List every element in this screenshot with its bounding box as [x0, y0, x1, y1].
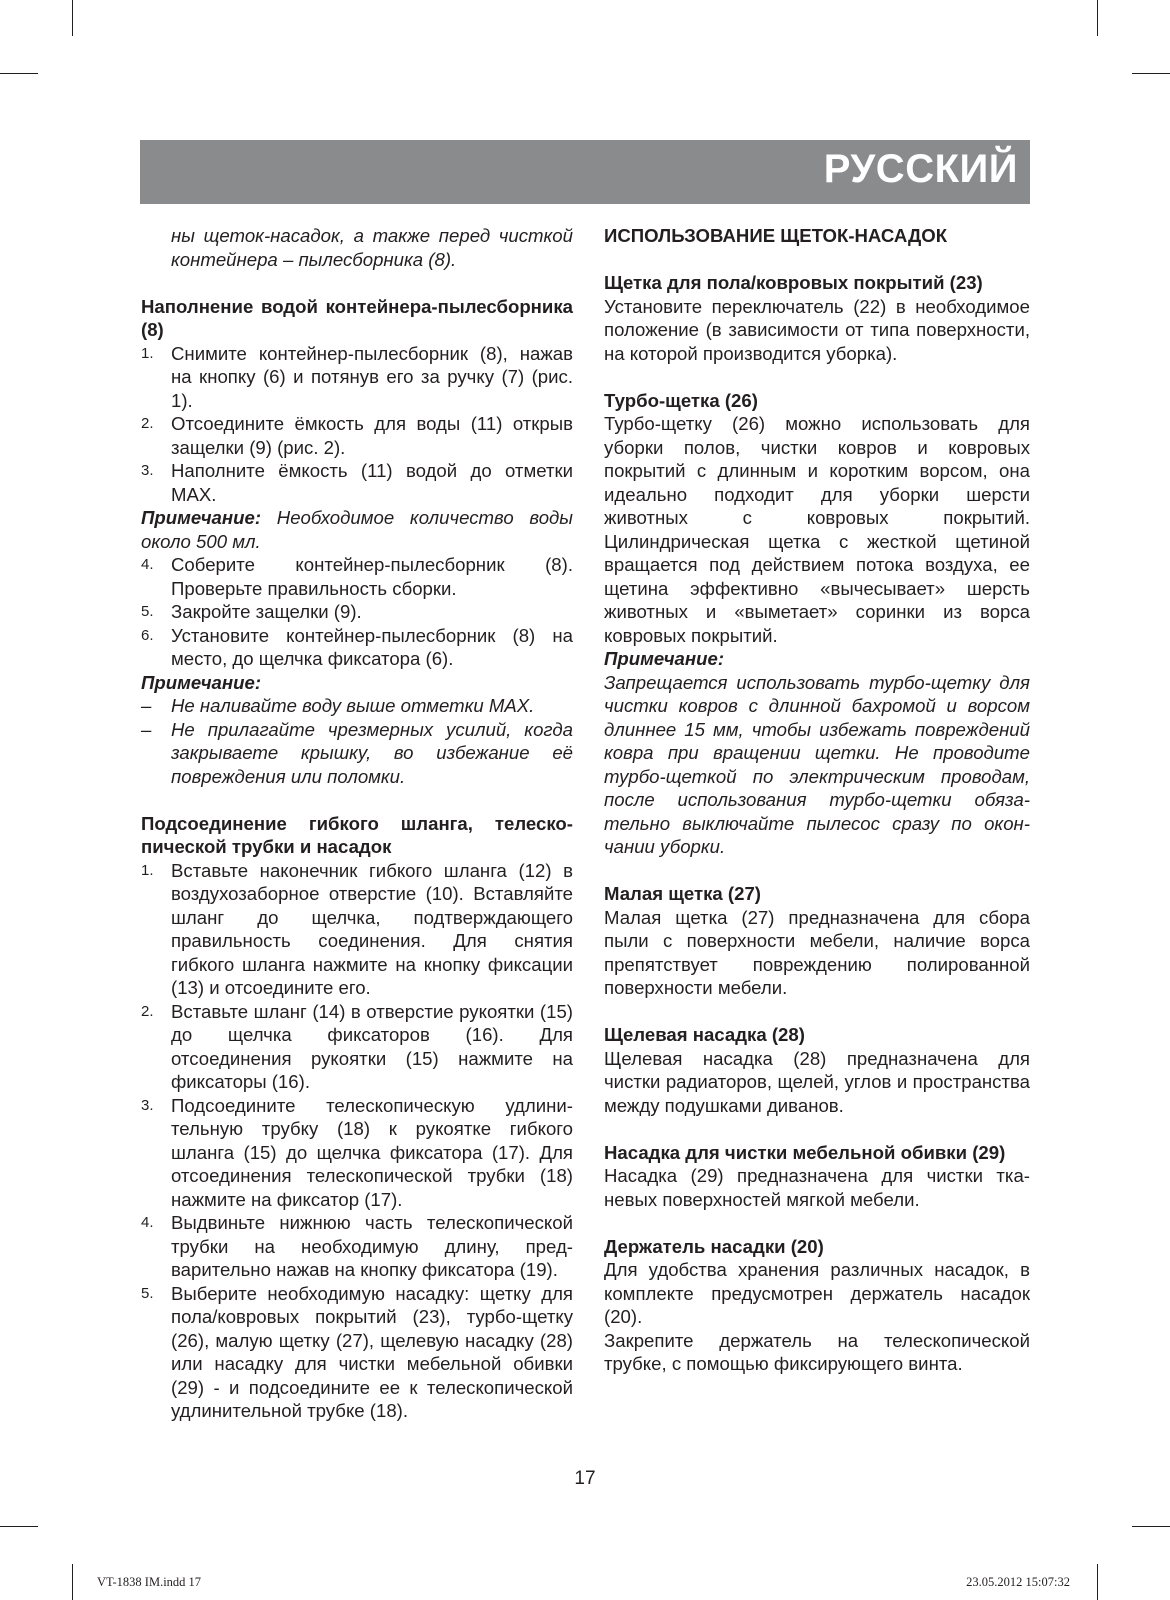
list-number: 2.	[141, 1002, 154, 1020]
list-text: Соберите контейнер-пылесборник (8). Проверьте правильность сборки.	[171, 554, 573, 599]
note-text: Необходимое количество воды около 500 мл.	[141, 507, 573, 552]
note-water-amount	[141, 506, 573, 553]
print-datetime: 23.05.2012 15:07:32	[966, 1575, 1070, 1589]
crop-mark-bottom-right	[1097, 1564, 1098, 1600]
crop-mark-bottom-left	[72, 1564, 73, 1600]
list-text: Вставьте шланг (14) в отверстие рукоятки (15) до щелчка фиксаторов (16). Для отсоединения рукоятки (15) нажмите на фиксаторы (16).	[171, 1000, 573, 1092]
list-number: 6.	[141, 626, 154, 644]
note-list-item	[141, 694, 573, 718]
text-upholstery-nozzle: Насадка (29) предназначена для чистки тканевых поверхностей мягкой мебели.	[604, 1165, 1030, 1210]
list-item	[141, 859, 573, 1000]
list-item	[141, 624, 573, 671]
crop-mark-top-right	[1097, 0, 1098, 36]
heading-floor-brush: Щетка для пола/ковровых покрытий (23)	[604, 272, 983, 293]
list-number: 1.	[141, 344, 154, 362]
section-heading-water: Наполнение водой контейнера-пылесборника (8)	[141, 295, 573, 340]
page-number: 17	[574, 1468, 596, 1489]
list-text: Выберите необходимую насадку: щетку для пола/ковровых покрытий (23), турбо-щетку (26), малую щетку (27), щелевую насадку (28) или насадку для чистки мебельной обивки (29) - и подсоедините ее к телескопической удлинительной трубке (18).	[171, 1282, 573, 1421]
note-label: Примечание:	[604, 648, 725, 669]
list-number: 1.	[141, 861, 154, 879]
dash-bullet: –	[141, 695, 152, 716]
list-item	[141, 1000, 573, 1094]
list-text: Подсоедините телескопическую удлинительную трубку (18) к рукоятке гибкого шланга (15) до щелчка фиксатора (17). Для отсоединения телескопической трубки (18) нажмите на фиксатор (17).	[171, 1094, 573, 1210]
list-number: 4.	[141, 556, 154, 573]
list-item	[141, 1282, 573, 1423]
text-small-brush: Малая щетка (27) предназначена для сбора пыли с поверхности мебели, наличие ворса препятствует повреждению полированной поверхности мебели.	[604, 906, 1030, 998]
heading-nozzle-holder: Держатель насадки (20)	[604, 1235, 824, 1257]
note-label: Примечание:	[141, 671, 262, 693]
text-nozzle-holder-1: Для удобства хранения различных насадок, в комплекте предусмотрен держатель насадок (20).	[604, 1259, 1030, 1327]
list-text: Выдвиньте нижнюю часть телескопической трубки на необходимую длину, предварительно нажав на кнопку фиксатора (19).	[171, 1212, 573, 1280]
note-item-text: Не наливайте воду выше отметки MAX.	[171, 695, 535, 716]
crop-mark-bottom-right-h	[1132, 1526, 1170, 1527]
list-text: Отсоедините ёмкость для воды (11) открыв защелки (9) (рис. 2).	[171, 413, 573, 458]
crop-mark-top-left	[72, 0, 73, 36]
list-text: Снимите контейнер-пылесборник (8), нажав на кнопку (6) и потянув его за ручку (7) (рис. 1).	[171, 342, 573, 411]
left-column	[141, 224, 573, 1423]
text-nozzle-holder-2: Закрепите держатель на телескопической трубке, с помощью фиксирующего винта.	[604, 1329, 1030, 1374]
crop-mark-top-left-h	[0, 73, 38, 74]
list-number: 3.	[141, 1096, 154, 1114]
language-title: РУССКИЙ	[823, 147, 1018, 191]
heading-turbo-brush: Турбо-щетка (26)	[604, 389, 758, 411]
list-text: Закройте защелки (9).	[171, 601, 362, 622]
text-crevice-nozzle: Щелевая насадка (28) предназначена для чистки радиаторов, щелей, углов и пространства между подушками диванов.	[604, 1047, 1030, 1116]
language-header-bar	[140, 140, 1030, 204]
intro-text: ны щеток-насадок, а также перед чисткой контейнера – пылесборника (8).	[171, 225, 573, 270]
heading-small-brush: Малая щетка (27)	[604, 883, 761, 904]
note-item-text: Не прилагайте чрезмерных усилий, когда закрываете крышку, во избежание её повреждения или поломки.	[171, 718, 573, 787]
dash-bullet: –	[141, 718, 152, 740]
section-heading-hose: Подсоединение гибкого шланга, телескопической трубки и насадок	[141, 812, 573, 857]
list-number: 3.	[141, 462, 154, 479]
note-turbo-brush: Запрещается использовать турбо-щетку для чистки ковров с длинной бахромой и ворсом длиннее 15 мм, чтобы избежать повреждений ковра при вращении щетки. Не проводите турбо-щеткой по электрическим проводам, после использования турбо-щетки обязательно выключайте пылесос сразу по окончании уборки.	[604, 671, 1030, 857]
list-item	[141, 459, 573, 506]
list-text: Вставьте наконечник гибкого шланга (12) в воздухозаборное отверстие (10). Вставляйте шланг до щелчка, подтверждающего правильность соединения. Для снятия гибкого шланга нажмите на кнопку фиксации (13) и отсоедините его.	[171, 859, 573, 998]
right-column	[604, 224, 1030, 1376]
note-list-item	[141, 718, 573, 789]
crop-mark-top-right-h	[1132, 73, 1170, 74]
text-turbo-brush: Турбо-щетку (26) можно использовать для уборки полов, чистки ковров и ковровых покрытий с длинным и коротким ворсом, она идеально подходит для уборки шерсти животных с ковровых покрытий. Цилиндрическая щетка с жесткой щетиной вращается под действием потока воздуха, ее щетина эффективно «вычесывает» шерсть животных и «выметает» соринки из ворса ковровых покрытий.	[604, 413, 1030, 646]
heading-upholstery-nozzle: Насадка для чистки мебельной обивки (29)	[604, 1141, 1006, 1163]
list-item	[141, 1094, 573, 1212]
list-text: Наполните ёмкость (11) водой до отметки MAX.	[171, 460, 573, 505]
list-item	[141, 1211, 573, 1282]
list-item	[141, 342, 573, 413]
note-label: Примечание:	[141, 507, 262, 528]
list-number: 2.	[141, 415, 154, 432]
list-text: Установите контейнер-пылесборник (8) на место, до щелчка фиксатора (6).	[171, 624, 573, 669]
text-floor-brush: Установите переключатель (22) в необходимое положение (в зависимости от типа поверхности, на которой производится уборка).	[604, 295, 1030, 364]
file-info: VT-1838 IM.indd 17	[97, 1575, 202, 1589]
list-item	[141, 600, 573, 624]
list-number: 4.	[141, 1214, 154, 1231]
section-title-nozzles: ИСПОЛЬЗОВАНИЕ ЩЕТОК-НАСАДОК	[604, 225, 948, 246]
list-number: 5.	[141, 603, 154, 620]
list-item	[141, 412, 573, 459]
list-number: 5.	[141, 1284, 154, 1302]
list-item	[141, 553, 573, 600]
crop-mark-bottom-left-h	[0, 1526, 38, 1527]
heading-crevice-nozzle: Щелевая насадка (28)	[604, 1024, 805, 1045]
